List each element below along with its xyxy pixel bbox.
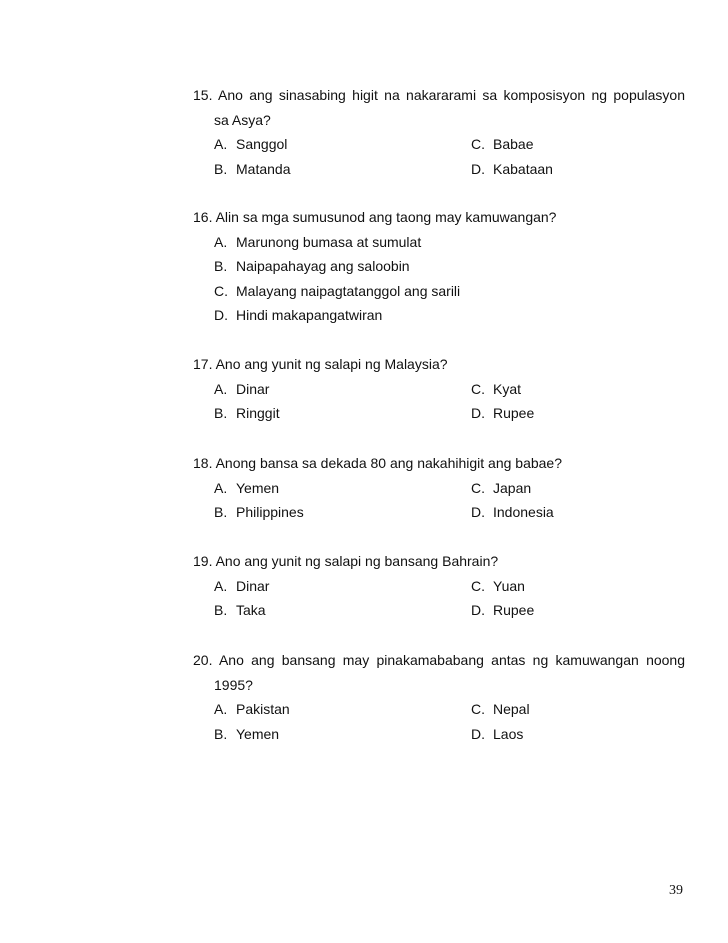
option-c[interactable]: C. Nepal — [471, 701, 530, 717]
question-19 — [193, 549, 685, 623]
option-row — [193, 476, 685, 501]
option-row — [193, 303, 685, 328]
option-b[interactable]: B. Ringgit — [214, 405, 280, 421]
option-row — [193, 697, 685, 722]
question-number: 18. — [193, 455, 213, 471]
option-d[interactable]: D. Laos — [471, 725, 524, 742]
question-number: 17. — [193, 356, 213, 372]
question-15 — [193, 83, 685, 181]
question-text: Ano ang bansang may pinakamababang antas ng kamuwangan noong — [218, 652, 685, 668]
option-row — [193, 279, 685, 304]
option-a[interactable]: A. Yemen — [214, 479, 280, 496]
option-row — [193, 230, 685, 255]
question-16 — [193, 205, 685, 328]
option-c[interactable]: C. Kyat — [471, 380, 522, 397]
option-row — [193, 598, 685, 623]
question-text-continued: 1995? — [214, 676, 253, 693]
option-d[interactable]: D. Rupee — [471, 405, 535, 421]
question-stem — [193, 83, 685, 108]
option-row — [193, 574, 685, 599]
question-text-continued: sa Asya? — [214, 111, 271, 128]
option-row — [193, 377, 685, 402]
option-a[interactable]: A. Sanggol — [214, 136, 288, 152]
question-stem — [193, 648, 685, 673]
question-text: Ano ang yunit ng salapi ng bansang Bahrain? — [215, 553, 499, 569]
question-18 — [193, 451, 685, 525]
question-stem — [193, 205, 685, 230]
question-stem — [193, 549, 685, 574]
question-stem — [193, 352, 685, 377]
option-row — [193, 132, 685, 157]
option-b[interactable]: B. Yemen — [214, 725, 280, 742]
question-number: 20. — [193, 652, 213, 668]
question-number: 16. — [193, 209, 213, 225]
option-a[interactable]: A. Marunong bumasa at sumulat — [214, 233, 422, 250]
option-d[interactable]: D. Rupee — [471, 602, 535, 618]
option-row — [193, 500, 685, 525]
option-b[interactable]: B. Matanda — [214, 160, 291, 177]
option-a[interactable]: A. Pakistan — [214, 701, 290, 717]
question-17 — [193, 352, 685, 426]
question-number: 15. — [193, 87, 213, 103]
question-text: Anong bansa sa dekada 80 ang nakahihigit ang babae? — [215, 455, 562, 471]
option-c[interactable]: C. Babae — [471, 136, 534, 152]
option-c[interactable]: C. Malayang naipagtatanggol ang sarili — [214, 282, 461, 299]
option-b[interactable]: B. Naipapahayag ang saloobin — [214, 258, 410, 274]
option-b[interactable]: B. Philippines — [214, 504, 304, 520]
question-20 — [193, 648, 685, 746]
option-a[interactable]: A. Dinar — [214, 380, 270, 397]
option-b[interactable]: B. Taka — [214, 602, 266, 618]
question-text: Ano ang yunit ng salapi ng Malaysia? — [215, 356, 448, 372]
page-number: 39 — [669, 883, 683, 898]
question-text: Alin sa mga sumusunod ang taong may kamuwangan? — [215, 209, 557, 225]
option-row — [193, 157, 685, 182]
option-row — [193, 722, 685, 747]
option-d[interactable]: D. Indonesia — [471, 504, 554, 520]
option-row — [193, 401, 685, 426]
option-c[interactable]: C. Yuan — [471, 577, 525, 594]
option-d[interactable]: D. Hindi makapangatwiran — [214, 307, 383, 323]
option-a[interactable]: A. Dinar — [214, 577, 270, 594]
option-row — [193, 254, 685, 279]
option-c[interactable]: C. Japan — [471, 479, 532, 496]
question-stem — [193, 451, 685, 476]
question-number: 19. — [193, 553, 213, 569]
option-d[interactable]: D. Kabataan — [471, 160, 553, 177]
question-text: Ano ang sinasabing higit na nakararami sa komposisyon ng populasyon — [218, 87, 685, 103]
